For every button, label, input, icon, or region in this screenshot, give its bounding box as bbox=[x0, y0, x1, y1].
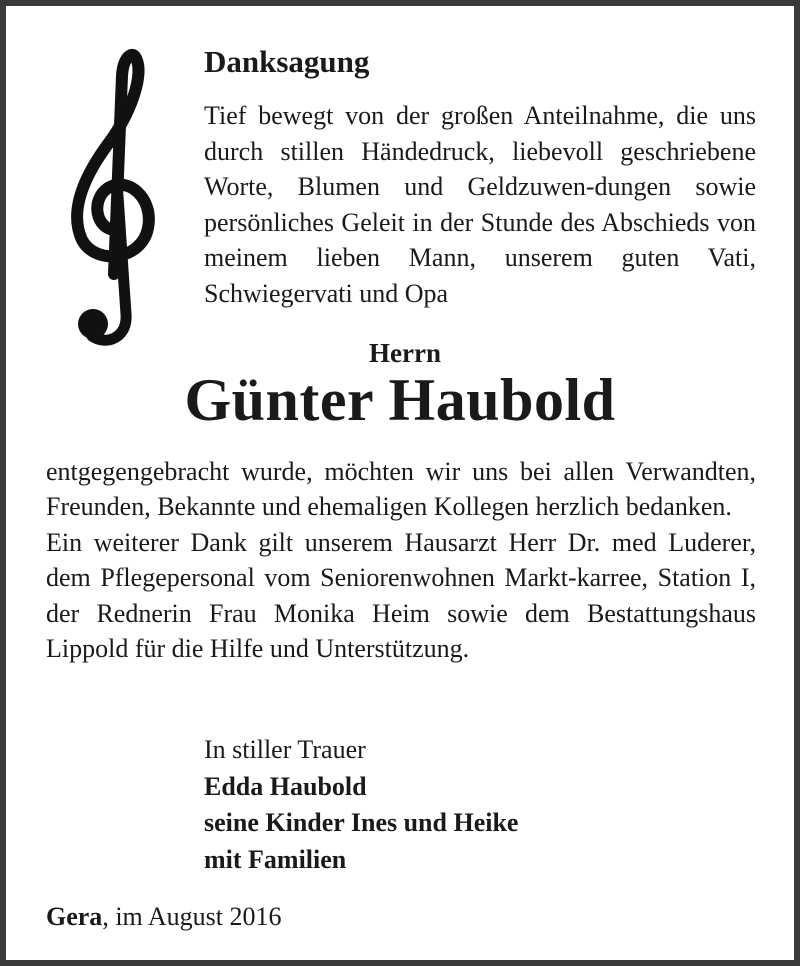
mourner-name: mit Familien bbox=[204, 844, 347, 874]
mourner-name: Edda Haubold bbox=[204, 771, 367, 801]
place-name: Gera bbox=[46, 902, 103, 931]
deceased-name: Günter Haubold bbox=[184, 367, 616, 433]
body-paragraph: Ein weiterer Dank gilt unserem Hausarzt Herr Dr. med Luderer, dem Pflegepersonal vom Seniorenwohnen Markt-karree, Station I, der Rednerin Frau Monika Heim sowie dem Bestattungshaus Lippold für die Hilfe und Unterstützung. bbox=[46, 527, 756, 664]
place-date bbox=[46, 902, 281, 932]
mourner-name: seine Kinder Ines und Heike bbox=[204, 808, 519, 837]
body-paragraph: entgegengebracht wurde, möchten wir uns bei allen Verwandten, Freunden, Bekannte und ehemaligen Kollegen herzlich bedanken. bbox=[46, 457, 756, 522]
treble-clef-icon bbox=[66, 46, 166, 356]
signoff-intro: In stiller Trauer bbox=[204, 735, 366, 764]
notice-title: Danksagung bbox=[204, 44, 370, 79]
salutation: Herrn bbox=[369, 338, 441, 368]
date-text: , im August 2016 bbox=[102, 902, 282, 931]
body-text bbox=[46, 454, 756, 666]
signoff-block bbox=[204, 732, 518, 878]
intro-text: Tief bewegt von der großen Anteilnahme, die uns durch stillen Händedruck, liebevoll geschriebene Worte, Blumen und Geldzuwen-dungen sowie persönliches Geleit in der Stunde des Abschieds von meinem lieben Mann, unserem guten Vati, Schwiegervati und Opa bbox=[204, 101, 756, 308]
